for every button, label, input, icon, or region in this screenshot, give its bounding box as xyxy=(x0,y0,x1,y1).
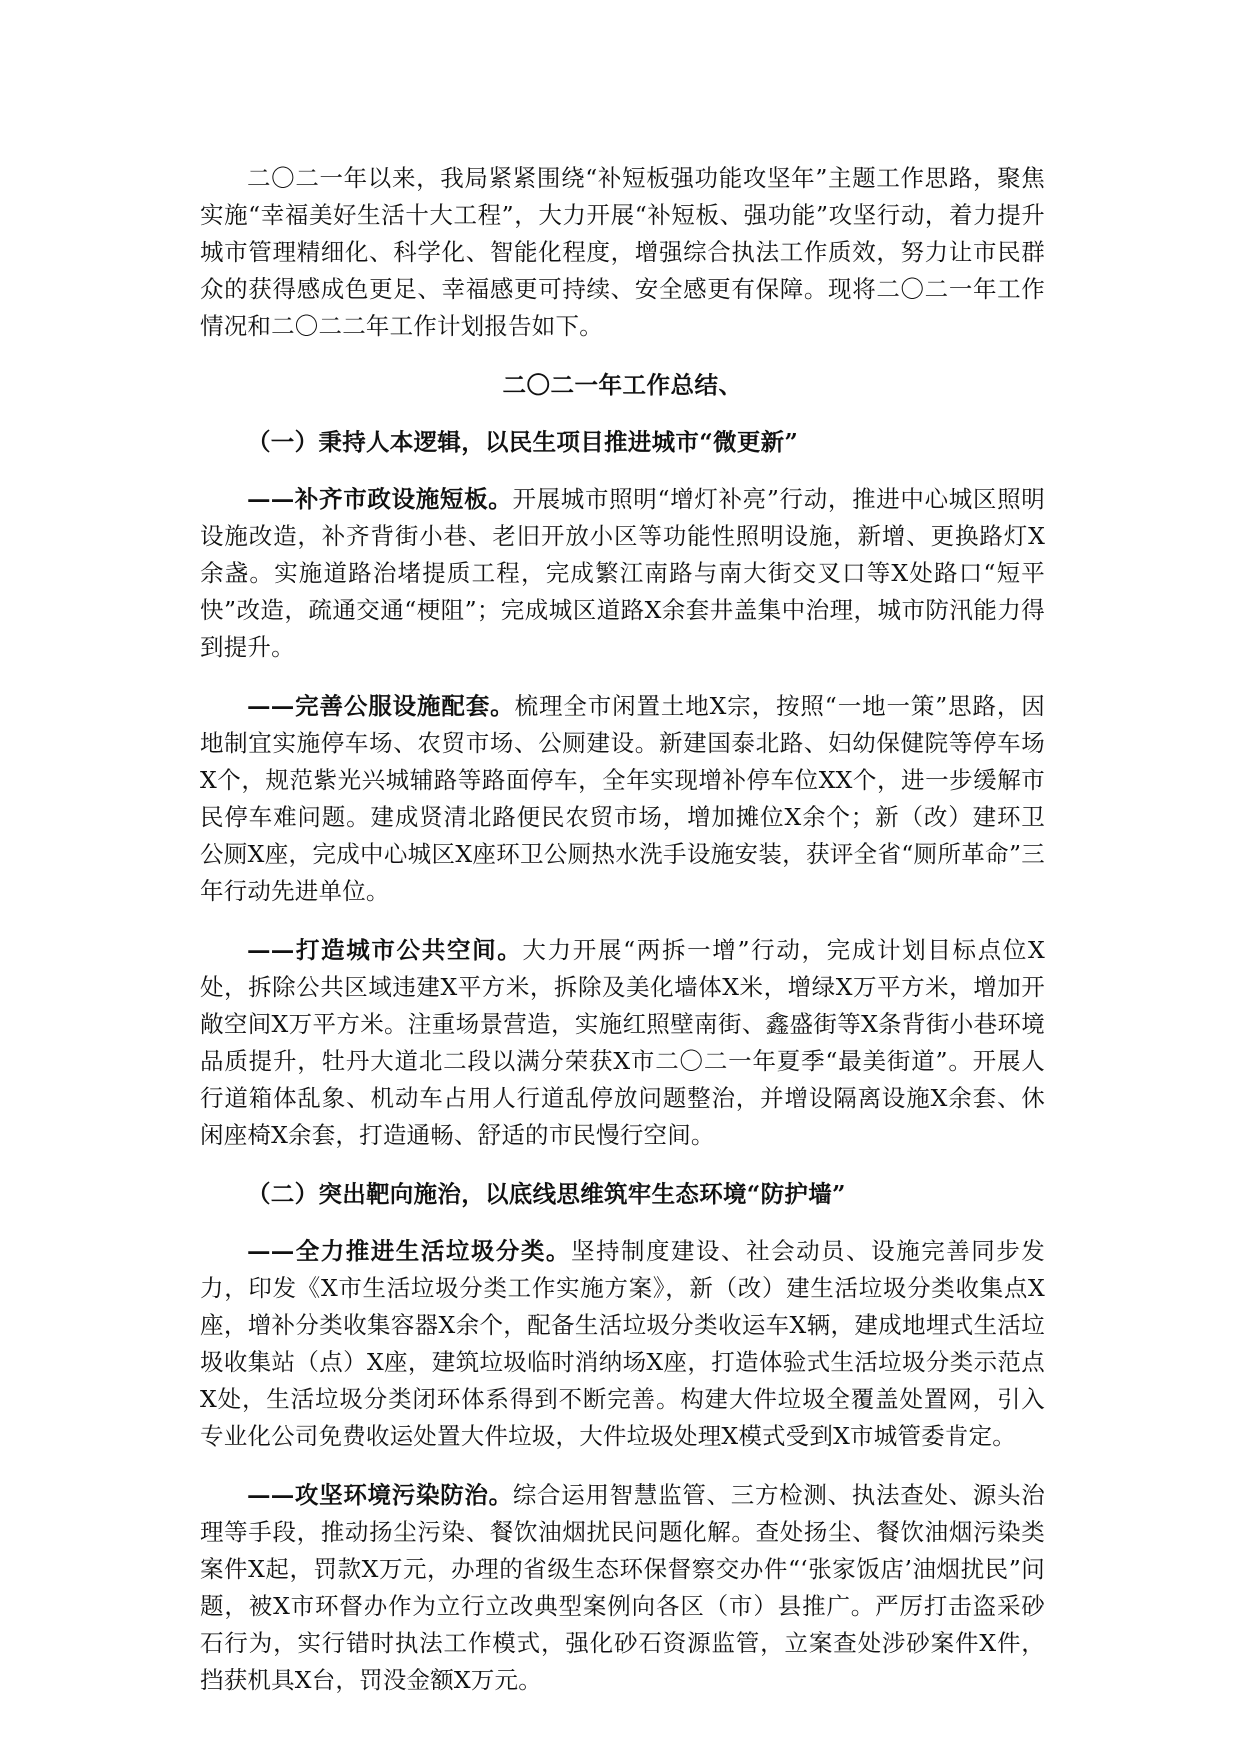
part1-item-1-lead: ——补齐市政设施短板。 xyxy=(247,485,513,513)
part1-item-2-body: 梳理全市闲置土地X宗，按照“一地一策”思路，因地制宜实施停车场、农贸市场、公厕建设。新建国泰北路、妇幼保健院等停车场X个，规范紫光兴城辅路等路面停车，全年实现增补停车位XX个，进一步缓解市民停车难问题。建成贤清北路便民农贸市场，增加摊位X余个；新（改）建环卫公厕X座，完成中心城区X座环卫公厕热水洗手设施安装，获评全省“厕所革命”三年行动先进单位。 xyxy=(200,692,1046,905)
part2-item-1-lead: ——全力推进生活垃圾分类。 xyxy=(247,1237,571,1265)
part1-item-2 xyxy=(200,688,1045,910)
part2-item-2-lead: ——攻坚环境污染防治。 xyxy=(247,1481,513,1509)
part1-item-1-body: 开展城市照明“增灯补亮”行动，推进中心城区照明设施改造，补齐背街小巷、老旧开放小区等功能性照明设施，新增、更换路灯X余盏。实施道路治堵提质工程，完成繁江南路与南大街交叉口等X处路口“短平快”改造，疏通交通“梗阻”；完成城区道路X余套井盖集中治理，城市防汛能力得到提升。 xyxy=(200,485,1045,661)
part1-title: （一）秉持人本逻辑，以民生项目推进城市“微更新” xyxy=(247,428,799,456)
document-body xyxy=(200,160,1045,1721)
intro-paragraph: 二〇二一年以来，我局紧紧围绕“补短板强功能攻坚年”主题工作思路，聚焦实施“幸福美好生活十大工程”，大力开展“补短板、强功能”攻坚行动，着力提升城市管理精细化、科学化、智能化程度，增强综合执法工作质效，努力让市民群众的获得感成色更足、幸福感更可持续、安全感更有保障。现将二〇二一年工作情况和二〇二二年工作计划报告如下。 xyxy=(200,164,1045,340)
part1-item-3 xyxy=(200,932,1045,1154)
part2-title: （二）突出靶向施治，以底线思维筑牢生态环境“防护墙” xyxy=(247,1180,846,1208)
part1-item-2-lead: ——完善公服设施配套。 xyxy=(247,692,515,720)
part1-item-1 xyxy=(200,481,1045,666)
part1-item-3-body: 大力开展“两拆一增”行动，完成计划目标点位X处，拆除公共区域违建X平方米，拆除及美化墙体X米，增绿X万平方米，增加开敞空间X万平方米。注重场景营造，实施红照壁南街、鑫盛街等X条背街小巷环境品质提升，牡丹大道北二段以满分荣获X市二〇二一年夏季“最美街道”。开展人行道箱体乱象、机动车占用人行道乱停放问题整治，并增设隔离设施X余套、休闲座椅X余套，打造通畅、舒适的市民慢行空间。 xyxy=(200,936,1045,1149)
section-title: 二〇二一年工作总结、 xyxy=(502,371,743,399)
part1-item-3-lead: ——打造城市公共空间。 xyxy=(247,936,523,964)
part2-item-1 xyxy=(200,1233,1045,1455)
part2-item-1-body: 坚持制度建设、社会动员、设施完善同步发力，印发《X市生活垃圾分类工作实施方案》，新（改）建生活垃圾分类收集点X座，增补分类收集容器X余个，配备生活垃圾分类收运车X辆，建成地埋式生活垃圾收集站（点）X座，建筑垃圾临时消纳场X座，打造体验式生活垃圾分类示范点X处，生活垃圾分类闭环体系得到不断完善。构建大件垃圾全覆盖处置网，引入专业化公司免费收运处置大件垃圾，大件垃圾处理X模式受到X市城管委肯定。 xyxy=(200,1237,1045,1450)
part2-item-2 xyxy=(200,1477,1045,1699)
part2-item-2-body: 综合运用智慧监管、三方检测、执法查处、源头治理等手段，推动扬尘污染、餐饮油烟扰民问题化解。查处扬尘、餐饮油烟污染类案件X起，罚款X万元，办理的省级生态环保督察交办件“‘张家饭店’油烟扰民”问题，被X市环督办作为立行立改典型案例向各区（市）县推广。严厉打击盗采砂石行为，实行错时执法工作模式，强化砂石资源监管，立案查处涉砂案件X件，挡获机具X台，罚没金额X万元。 xyxy=(200,1481,1045,1694)
